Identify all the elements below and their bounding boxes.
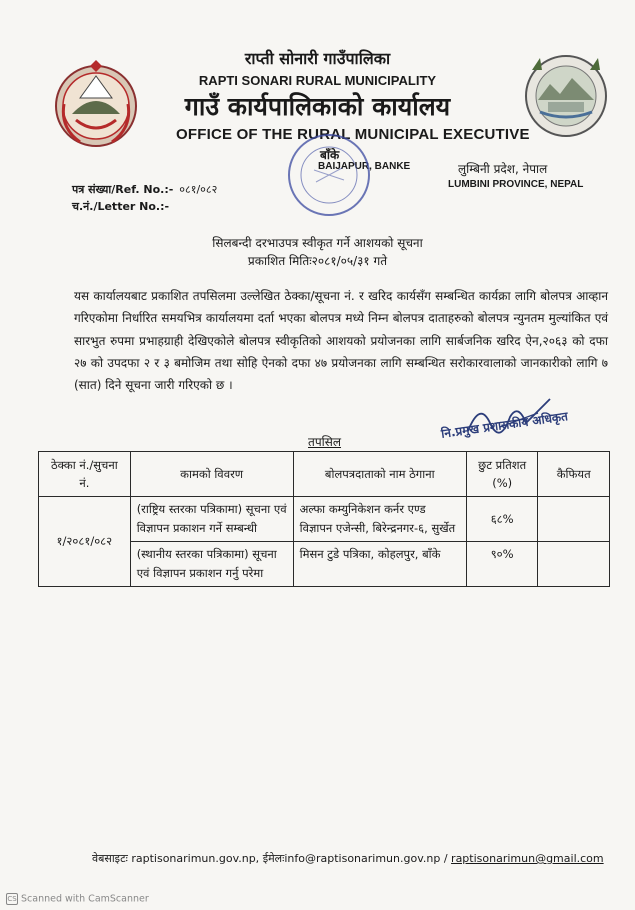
notice-body: यस कार्यालयबाट प्रकाशित तपसिलमा उल्लेखित ठेक्का/सूचना नं. र खरिद कार्यसँग सम्बन्धित कार्यक्रा लागि बोलपत्र आव्हान गरिएकोमा निर्धारित समयभित्र कार्यालयमा दर्ता भएका बोलपत्र मध्ये निम्न बोलपत्र दाताहरुको बोलपत्र न्युनतम मुल्यांकित एवं सारभुत रुपमा प्रभाहग्राही देखिएकोले बोलपत्र स्वीकृतिको आशयको प्रयोजनका लागि सार्बजनिक खरिद ऐन,२०६३ को दफा २७ को उपदफा २ र ३ बमोजिम तथा सोहि ऐनको दफा ४७ प्रयोजनका लागि सम्बन्धित सरोकारवालाको जानकारीको लागि ७ (सात) दिने सूचना जारी गरिएको छ ।: [74, 289, 608, 393]
separator: /: [443, 852, 448, 865]
district-en: BAIJAPUR, BANKE: [318, 161, 411, 172]
office-name-en: OFFICE OF THE RURAL MUNICIPAL EXECUTIVE: [176, 126, 530, 143]
website-text: वेबसाइटः raptisonarimun.gov.np,: [92, 852, 260, 865]
table-header-row: [39, 452, 610, 497]
col-header-bidder: बोलपत्रदाताको नाम ठेगाना: [293, 452, 466, 497]
province-np: लुम्बिनी प्रदेश, नेपाल: [458, 162, 548, 176]
details-heading: तपसिल: [308, 435, 342, 449]
province-en: LUMBINI PROVINCE, NEPAL: [448, 179, 584, 190]
ref-cell: १/२०८१/०८२: [39, 497, 131, 587]
table-row: [39, 497, 610, 542]
signatory-title: नि.प्रमुख प्रशासकीय अधिकृत: [440, 409, 569, 441]
award-table: [38, 451, 610, 587]
ref-label: पत्र संख्या/Ref. No.:-: [72, 183, 174, 196]
remark-cell: [538, 497, 610, 542]
district-np: बाँके: [320, 148, 340, 162]
camscanner-icon: CS: [7, 895, 17, 903]
municipality-name-np: राप्ती सोनारी गाउँपालिका: [244, 49, 391, 68]
published-date: प्रकाशित मितिः२०८१/०५/३१ गते: [247, 254, 388, 268]
gmail-link[interactable]: raptisonarimun@gmail.com: [451, 852, 604, 865]
ref-value: ०८१/०८२: [179, 183, 218, 196]
watermark-text: Scanned with CamScanner: [21, 893, 149, 905]
discount-cell: ६८%: [466, 497, 537, 542]
office-name-np: गाउँ कार्यपालिकाको कार्यालय: [184, 92, 451, 121]
ref-number: [72, 182, 217, 197]
col-header-remarks: कैफियत: [538, 452, 610, 497]
letter-label: च.नं./Letter No.:-: [72, 200, 170, 213]
notice-title: सिलबन्दी दरभाउपत्र स्वीकृत गर्ने आशयको सूचना: [212, 236, 423, 250]
letter-number: [72, 199, 169, 214]
work-cell: (राष्ट्रिय स्तरका पत्रिकामा) सूचना एवं विज्ञापन प्रकाशन गर्ने सम्बन्धी: [130, 497, 293, 542]
discount-cell: ९०%: [466, 542, 537, 587]
col-header-discount: छुट प्रतिशत (%): [466, 452, 537, 497]
remark-cell: [538, 542, 610, 587]
col-header-work: कामको विवरण: [130, 452, 293, 497]
col-header-ref: ठेक्का नं./सुचना नं.: [39, 452, 131, 497]
scanner-watermark: [6, 893, 149, 905]
bidder-cell: अल्फा कम्युनिकेशन कर्नर एण्ड विज्ञापन एजेन्सी, बिरेन्द्रनगर-६, सुर्खेत: [293, 497, 466, 542]
email-text: ईमेलःinfo@raptisonarimun.gov.np: [262, 852, 441, 865]
bidder-cell: मिसन टुडे पत्रिका, कोहलपुर, बाँके: [293, 542, 466, 587]
official-stamp-icon: [284, 130, 374, 220]
footer-contact: [92, 851, 604, 866]
work-cell: (स्थानीय स्तरका पत्रिकामा) सूचना एवं विज्ञापन प्रकाशन गर्नु परेमा: [130, 542, 293, 587]
municipality-name-en: RAPTI SONARI RURAL MUNICIPALITY: [198, 73, 437, 88]
